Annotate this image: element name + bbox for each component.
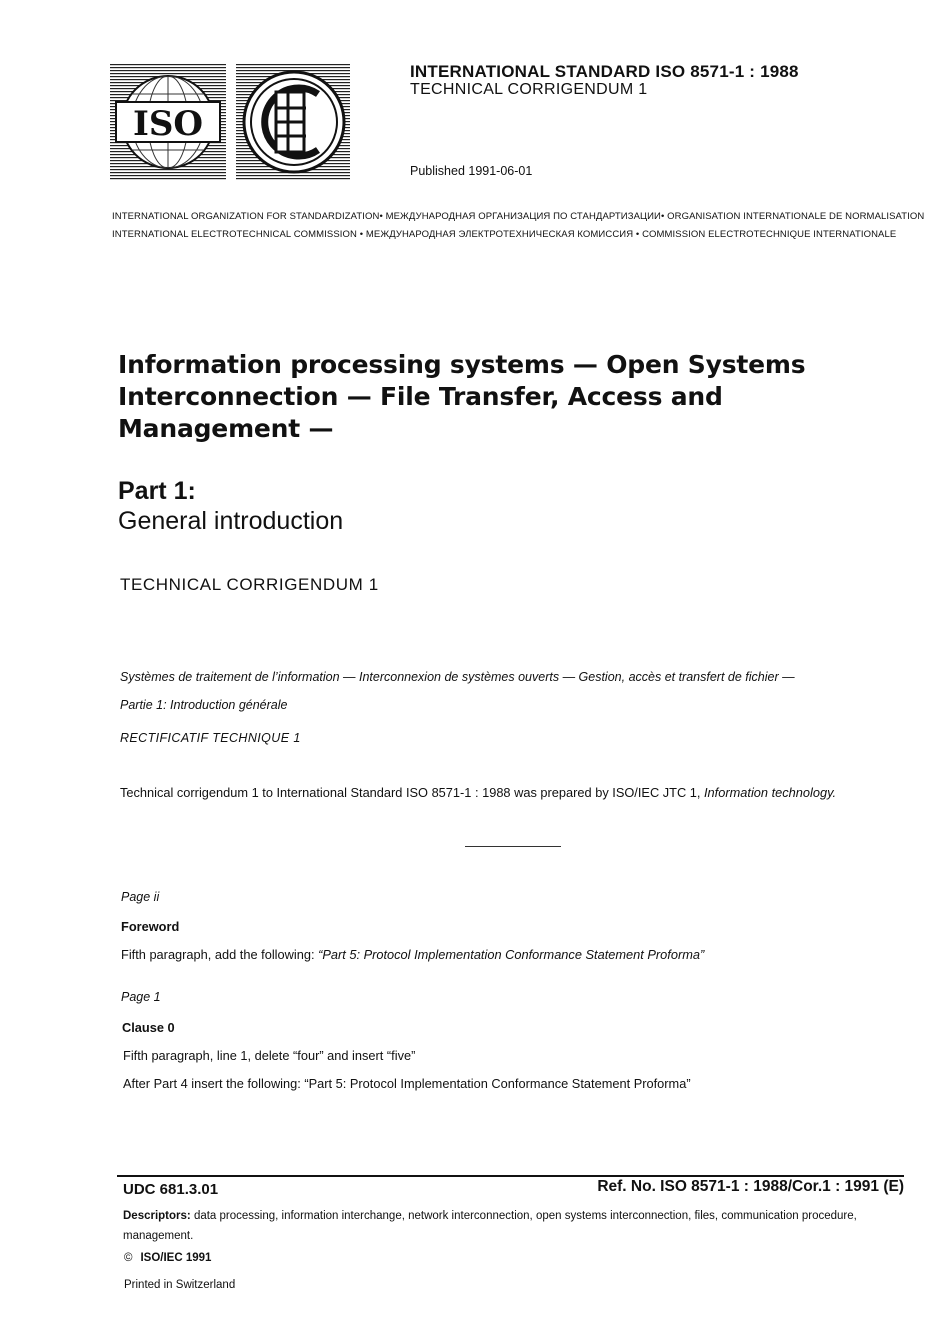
descriptors-text: data processing, information interchange, network interconnection, open systems interconnection, files, communication procedure, management.	[123, 1210, 857, 1242]
corrigendum-label: TECHNICAL CORRIGENDUM 1	[120, 575, 379, 594]
udc-number: UDC 681.3.01	[123, 1181, 219, 1198]
part-label: Part 1:	[118, 477, 196, 505]
iso-logo	[110, 64, 226, 180]
iec-logo-text: IEC	[293, 177, 295, 178]
standard-subtitle: TECHNICAL CORRIGENDUM 1	[410, 81, 648, 98]
foreword-correction	[121, 947, 704, 962]
french-corrigendum: RECTIFICATIF TECHNIQUE 1	[120, 731, 301, 745]
document-title: Information processing systems — Open Systems Interconnection — File Transfer, Access and Management —	[118, 350, 806, 443]
clause-0-correction-1: Fifth paragraph, line 1, delete “four” and insert “five”	[123, 1048, 416, 1063]
clause-0-heading: Clause 0	[122, 1020, 175, 1035]
copyright-text: ISO/IEC 1991	[140, 1252, 212, 1264]
iso-logo-text: ISO	[132, 104, 204, 144]
part-title: General introduction	[118, 507, 344, 535]
clause-0-correction-2: After Part 4 insert the following: “Part 5: Protocol Implementation Conformance Statement Proforma”	[123, 1076, 691, 1091]
descriptors	[123, 1206, 893, 1246]
french-part: Partie 1: Introduction générale	[120, 698, 288, 712]
footer-rule	[117, 1175, 904, 1177]
organization-line-2: INTERNATIONAL ELECTROTECHNICAL COMMISSION • МЕЖДУНАРОДНАЯ ЭЛЕКТРОТЕХНИЧЕСКАЯ КОМИССИЯ • COMMISSION ELECTROTECHNIQUE INTERNATIONALE	[112, 229, 897, 240]
reference-number: Ref. No. ISO 8571-1 : 1988/Cor.1 : 1991 (E)	[597, 1178, 904, 1195]
printed-in: Printed in Switzerland	[124, 1279, 236, 1291]
preparation-note	[120, 785, 836, 800]
iec-logo	[236, 64, 350, 180]
page-ii-reference: Page ii	[121, 890, 160, 904]
french-title: Systèmes de traitement de l’information — Interconnexion de systèmes ouverts — Gestion, accès et transfert de fichier —	[120, 670, 795, 684]
separator-line	[465, 846, 561, 847]
standard-title: INTERNATIONAL STANDARD ISO 8571-1 : 1988	[410, 62, 799, 81]
foreword-correction-quote: “Part 5: Protocol Implementation Conformance Statement Proforma”	[318, 947, 705, 962]
page-1-reference: Page 1	[121, 990, 161, 1004]
preparation-committee: Information technology.	[704, 785, 837, 800]
copyright-icon: ©	[124, 1252, 133, 1264]
preparation-text: Technical corrigendum 1 to International Standard ISO 8571-1 : 1988 was prepared by ISO/IEC JTC 1,	[120, 785, 704, 800]
organization-line-1: INTERNATIONAL ORGANIZATION FOR STANDARDIZATION• МЕЖДУНАРОДНАЯ ОРГАНИЗАЦИЯ ПО СТАНДАРТИЗАЦИИ• ORGANISATION INTERNATIONALE DE NORMALISATION	[112, 211, 925, 222]
logo-graphics	[110, 64, 350, 180]
foreword-heading: Foreword	[121, 919, 180, 934]
copyright	[124, 1252, 211, 1264]
published-date: Published 1991-06-01	[410, 164, 533, 178]
logos	[110, 64, 350, 180]
foreword-correction-text: Fifth paragraph, add the following:	[121, 947, 319, 962]
descriptors-label: Descriptors:	[123, 1210, 191, 1222]
